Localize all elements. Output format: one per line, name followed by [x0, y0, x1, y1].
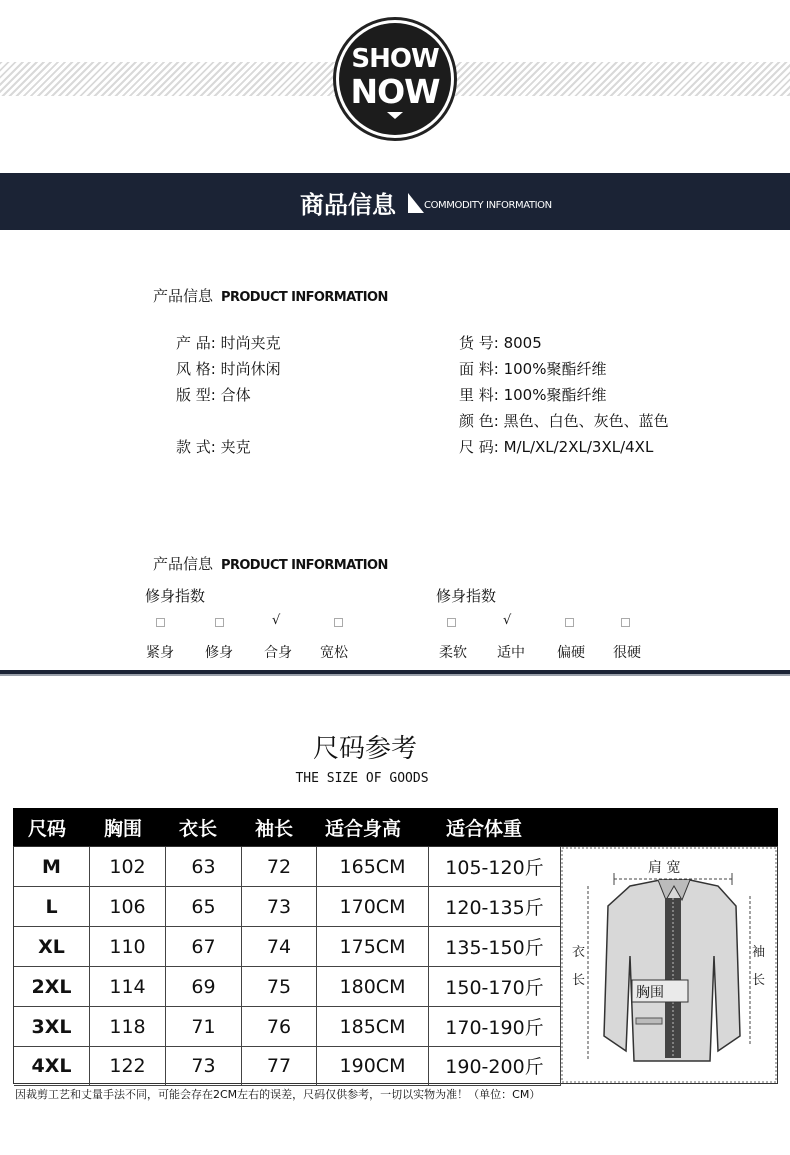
- fit-group-title-2: 修身指数: [436, 587, 497, 605]
- cell-length: 69: [166, 967, 242, 1007]
- down-arrow-icon: [387, 112, 403, 119]
- header-size: 尺码: [28, 818, 67, 840]
- fit-section-heading: [153, 553, 388, 574]
- fit-checkbox-slim: [215, 618, 224, 627]
- fit-label-medium: 适中: [497, 645, 525, 661]
- info-lining: 里 料: 100%聚酯纤维: [459, 386, 607, 404]
- fit-label-tight: 紧身: [146, 645, 174, 661]
- fit-label-soft: 柔软: [439, 645, 467, 661]
- fit-checkbox-loose: [334, 618, 343, 627]
- cell-size: M: [14, 847, 90, 887]
- cell-chest: 114: [90, 967, 166, 1007]
- cell-chest: 106: [90, 887, 166, 927]
- cell-size: 4XL: [14, 1046, 90, 1086]
- info-type: 款 式: 夹克: [176, 438, 251, 456]
- cell-sleeve: 77: [242, 1046, 317, 1086]
- pen-mark-icon: [408, 193, 424, 213]
- info-item-no: 货 号: 8005: [459, 334, 542, 352]
- fit-label-slim: 修身: [205, 645, 233, 661]
- cell-size: XL: [14, 927, 90, 967]
- cell-weight: 120-135斤: [429, 887, 561, 927]
- commodity-banner: [0, 173, 790, 230]
- header-chest: 胸围: [104, 818, 143, 840]
- fit-checkbox-tight: [156, 618, 165, 627]
- fit-checkbox-stiff: [565, 618, 574, 627]
- fit-check-regular: √: [272, 613, 281, 628]
- label-sleeve-1: 袖: [752, 945, 766, 960]
- fit-heading-en: PRODUCT INFORMATION: [221, 558, 388, 573]
- cell-chest: 102: [90, 847, 166, 887]
- cell-chest: 110: [90, 927, 166, 967]
- product-info-heading-cn: 产品信息: [153, 287, 214, 305]
- cell-height: 170CM: [317, 887, 429, 927]
- show-now-badge: [339, 23, 451, 135]
- fit-label-regular: 合身: [264, 645, 292, 661]
- info-sizes: 尺 码: M/L/XL/2XL/3XL/4XL: [459, 438, 654, 456]
- cell-length: 63: [166, 847, 242, 887]
- cell-sleeve: 72: [242, 847, 317, 887]
- fit-label-stiff: 偏硬: [557, 645, 585, 661]
- product-info-heading: [153, 285, 388, 306]
- cell-sleeve: 75: [242, 967, 317, 1007]
- banner-subtitle: COMMODITY INFORMATION: [424, 200, 552, 211]
- cell-weight: 135-150斤: [429, 927, 561, 967]
- info-style: 风 格: 时尚休闲: [176, 360, 281, 378]
- header-sleeve: 袖长: [255, 818, 294, 840]
- cell-size: L: [14, 887, 90, 927]
- badge-line1: SHOW: [351, 44, 439, 74]
- label-shoulder: 肩 宽: [648, 860, 681, 876]
- product-info-heading-en: PRODUCT INFORMATION: [221, 290, 388, 305]
- cell-chest: 122: [90, 1046, 166, 1086]
- fit-label-very-stiff: 很硬: [613, 645, 641, 661]
- cell-sleeve: 73: [242, 887, 317, 927]
- cell-height: 180CM: [317, 967, 429, 1007]
- cell-sleeve: 74: [242, 927, 317, 967]
- label-length-1: 衣: [572, 945, 586, 960]
- header-height: 适合身高: [325, 818, 402, 840]
- cell-weight: 190-200斤: [429, 1046, 561, 1086]
- jacket-measurement-diagram: [560, 846, 778, 1084]
- size-table-header: [13, 808, 778, 846]
- fit-heading-cn: 产品信息: [153, 555, 214, 573]
- fit-label-loose: 宽松: [320, 645, 348, 661]
- size-title: 尺码参考: [312, 734, 417, 764]
- header-length: 衣长: [179, 818, 218, 840]
- cell-sleeve: 76: [242, 1007, 317, 1047]
- cell-length: 65: [166, 887, 242, 927]
- badge-line2: NOW: [350, 72, 440, 111]
- info-product: 产 品: 时尚夹克: [176, 334, 281, 352]
- label-length-2: 长: [572, 973, 586, 988]
- cell-size: 2XL: [14, 967, 90, 1007]
- cell-chest: 118: [90, 1007, 166, 1047]
- cell-height: 190CM: [317, 1046, 429, 1086]
- section-divider-shadow: [0, 674, 790, 676]
- cell-length: 73: [166, 1046, 242, 1086]
- label-chest: 胸围: [636, 985, 664, 1001]
- header-weight: 适合体重: [446, 818, 523, 840]
- fit-checkbox-soft: [447, 618, 456, 627]
- label-sleeve-2: 长: [752, 973, 766, 988]
- cell-height: 165CM: [317, 847, 429, 887]
- fit-group-title-1: 修身指数: [145, 587, 206, 605]
- size-subtitle: THE SIZE OF GOODS: [295, 771, 429, 786]
- banner-title: 商品信息: [300, 191, 396, 219]
- cell-weight: 150-170斤: [429, 967, 561, 1007]
- cell-size: 3XL: [14, 1007, 90, 1047]
- info-fabric: 面 料: 100%聚酯纤维: [459, 360, 607, 378]
- cell-weight: 105-120斤: [429, 847, 561, 887]
- fit-check-medium: √: [503, 613, 512, 628]
- cell-height: 185CM: [317, 1007, 429, 1047]
- cell-height: 175CM: [317, 927, 429, 967]
- info-fit: 版 型: 合体: [176, 386, 251, 404]
- cell-weight: 170-190斤: [429, 1007, 561, 1047]
- fit-checkbox-very-stiff: [621, 618, 630, 627]
- cell-length: 67: [166, 927, 242, 967]
- cell-length: 71: [166, 1007, 242, 1047]
- info-colors: 颜 色: 黑色、白色、灰色、蓝色: [459, 412, 669, 430]
- size-footnote: 因裁剪工艺和丈量手法不同，可能会存在2CM左右的误差，尺码仅供参考，一切以实物为准！（单位：CM）: [15, 1088, 541, 1101]
